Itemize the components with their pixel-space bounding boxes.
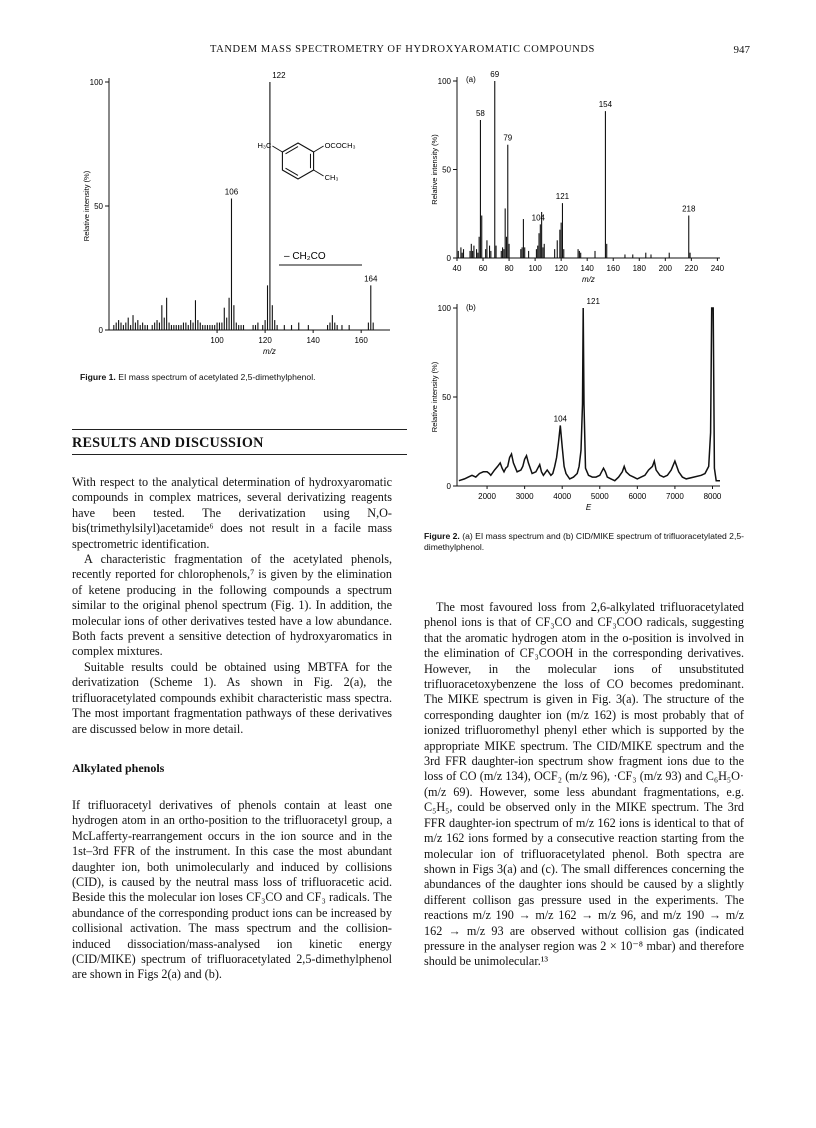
structure-label-ococh3: OCOCH₃ — [324, 141, 356, 150]
section-rule-bottom — [72, 454, 407, 455]
ring-double-bond — [286, 168, 298, 175]
figure-1 — [72, 68, 402, 368]
y-tick-label: 100 — [437, 77, 451, 86]
x-tick-label: 60 — [478, 264, 488, 273]
section-title: RESULTS AND DISCUSSION — [72, 435, 264, 451]
loss-annotation: – CH₂CO — [284, 251, 326, 262]
x-tick-label: 160 — [354, 336, 368, 345]
x-tick-label: 4000 — [553, 492, 572, 501]
x-tick-label: 160 — [606, 264, 620, 273]
page-number: 947 — [733, 44, 750, 56]
structure-label-ch3: CH₃ — [324, 173, 339, 182]
peak-label: 164 — [364, 274, 378, 284]
peak-label: 154 — [598, 100, 613, 110]
y-axis-label: Relative intensity (%) — [430, 361, 439, 433]
y-tick-label: 0 — [98, 326, 103, 335]
figure-2b-chart — [420, 296, 750, 518]
running-header — [60, 44, 760, 60]
peak-label: 122 — [272, 71, 286, 80]
peak-label: 79 — [503, 133, 513, 143]
paragraph-mbtfa: Suitable results could be obtained using MBTFA for the derivatization (Scheme 1). As shown in Fig. 2(a), the trifluoracetylated compounds exhibit characteristic mass spectra. The most important fragmentation pathways of these derivatives are discussed below in more detail. — [72, 659, 392, 736]
x-tick-label: 6000 — [628, 492, 647, 501]
y-tick-label: 0 — [446, 254, 451, 263]
y-tick-label: 50 — [442, 165, 451, 175]
x-tick-label: 140 — [306, 336, 320, 345]
y-tick-label: 50 — [94, 202, 103, 211]
peak-label: 104 — [531, 213, 546, 223]
figure-2a-chart — [420, 68, 750, 293]
figure-2-caption-text: (a) EI mass spectrum and (b) CID/MIKE spectrum of trifluoracetylated 2,5-dimethylphenol. — [424, 531, 744, 552]
figure-1-chart — [72, 68, 402, 368]
figure-1-caption-label: Figure 1. — [80, 372, 116, 382]
peak-label: 121 — [555, 192, 570, 202]
figure-2a — [420, 68, 750, 293]
x-tick-label: 5000 — [590, 492, 609, 501]
structure-label-h3c: H₃C — [257, 141, 272, 150]
figure-2-caption-label: Figure 2. — [424, 531, 460, 541]
subheading-alkylated-phenols: Alkylated phenols — [72, 760, 165, 775]
bond-ch3 — [314, 170, 324, 176]
x-tick-label: 2000 — [478, 492, 496, 501]
x-axis-label: m/z — [582, 275, 595, 284]
peak-label: 104 — [553, 414, 568, 424]
x-tick-label: 8000 — [703, 492, 722, 501]
x-tick-label: 80 — [504, 264, 514, 273]
paragraph-derivatizing: With respect to the analytical determination of hydroxyaromatic compounds in complex matrices, several derivatizing reagents have been tested. The derivatization using N,O-bis(trimethylsilyl)acetamide⁶ does not result in a facile mass spectrometric identification. — [72, 475, 392, 551]
x-tick-label: 180 — [632, 264, 646, 273]
y-tick-label: 50 — [442, 393, 451, 402]
y-tick-label: 100 — [437, 304, 451, 313]
x-tick-label: 120 — [554, 264, 568, 273]
section-rule-top — [72, 429, 407, 430]
y-axis-label: Relative intensity (%) — [82, 170, 91, 242]
panel-label-a: (a) — [466, 75, 476, 84]
figure-2-caption — [424, 531, 754, 553]
x-tick-label: 140 — [580, 264, 594, 273]
bond-ococh3 — [314, 146, 324, 152]
x-axis-label: E — [585, 503, 592, 512]
figure-1-caption-text: EI mass spectrum of acetylated 2,5-dimethylphenol. — [118, 372, 316, 382]
figure-2b — [420, 296, 750, 518]
y-tick-label: 100 — [89, 78, 103, 87]
peak-label: 106 — [224, 187, 239, 197]
left-column — [72, 475, 392, 983]
bond-h3c — [272, 146, 282, 152]
y-tick-label: 0 — [446, 482, 451, 491]
x-tick-label: 200 — [658, 264, 672, 273]
x-tick-label: 100 — [528, 264, 542, 273]
x-tick-label: 100 — [210, 336, 224, 345]
y-axis-label: Relative intensity (%) — [430, 134, 439, 205]
x-tick-label: 220 — [684, 264, 699, 273]
peak-label: 121 — [586, 297, 600, 306]
peak-label: 218 — [682, 204, 696, 214]
right-column — [424, 600, 744, 970]
x-tick-label: 40 — [452, 264, 462, 273]
x-tick-label: 240 — [710, 264, 725, 273]
paragraph-fragmentation: A characteristic fragmentation of the acetylated phenols, recently reported for chlorophenols,⁷ is given by the elimination of ketene producing in the following compounds a spectrum similar to the original phenol spectrum (Fig. 1). In addition, the molecular ions of other derivatives tested have a low abundance. Both facts prevent a sensitive detection of hydroxyaromatics in complex mixtures. — [72, 552, 392, 659]
paragraph-favoured-loss: The most favoured loss from 2,6-alkylated trifluoracetylated phenol ions is that of CF₃CO and CF₃COO radicals, suggesting that the aromatic hydrogen atom in the o-position is involved in the elimination of CF₃COOH in the corresponding derivatives. However, in the molecular ions of unsubstituted trifluoracetoxybenzene the loss of CO becomes predominant. The MIKE spectrum is given in Fig. 3(a). The structure of the corresponding daughter ion (m/z 162) is most probably that of ionized trifluoromethyl phenyl ether which is supported by the appropriate MIKE spectrum. The CID/MIKE spectrum and the 3rd FFR daughter-ion spectrum show fragment ions due to the loss of CO (m/z 134), OCF₂ (m/z 96), ·CF₃ (m/z 93) and C₆H₅O· (m/z 69). However, some less abundant fragmentations, e.g. C₅H₅, could be observed only in the MIKE spectrum. The 3rd FFR daughter-ion spectrum of m/z 162 ions is identical to that of m/z 162 ions formed by a consecutive reaction starting from the molecular ion of trifluoracetylated phenol. Both spectra are shown in Figs 3(a) and (c). The small differences concerning the abundances of the daughter ions should be caused by a slightly different collison gas pressure used in the experiments. The reactions m/z 190 → m/z 162 → m/z 96, and m/z 190 → m/z 162 → m/z 93 are observed without collision gas (indicated pressure in the analyser region was 2 × 10⁻⁸ mbar) and therefore should be unimolecular.¹³ — [424, 600, 744, 969]
panel-label-b: (b) — [466, 303, 476, 312]
x-axis-label: m/z — [263, 347, 276, 356]
peak-label: 69 — [490, 70, 500, 79]
ring-double-bond — [286, 147, 298, 154]
benzene-ring — [282, 143, 313, 179]
figure-1-caption — [80, 372, 410, 383]
x-tick-label: 7000 — [666, 492, 684, 501]
paragraph-mclafferty: If trifluoracetyl derivatives of phenols contain at least one hydrogen atom in an ortho-position to the trifluoracetyl group, a McLafferty-rearrangement occurs in the ion source and in the 1st–3rd FFR of the instrument. In this case the most abundant daughter ion, both unimolecularly and induced by collisions (CID), is caused by the neutral mass loss of trifluoracetic acid. Beside this the molecular ion loses CF₃CO and CF₃ radicals. The abundance of the corresponding product ions can be increased by collisional activation. The mass spectrum and the collision-induced dissociation/mass-analysed ion kinetic energy (CID/MIKE) spectrum of trifluoracetylated 2,5-dimethylphenol are shown in Figs 2(a) and (b). — [72, 797, 392, 982]
x-tick-label: 120 — [258, 336, 272, 345]
peak-label: 58 — [475, 108, 485, 118]
x-tick-label: 3000 — [515, 492, 534, 501]
running-title: TANDEM MASS SPECTROMETRY OF HYDROXYAROMATIC COMPOUNDS — [210, 44, 596, 55]
spectrum-line — [459, 308, 720, 481]
